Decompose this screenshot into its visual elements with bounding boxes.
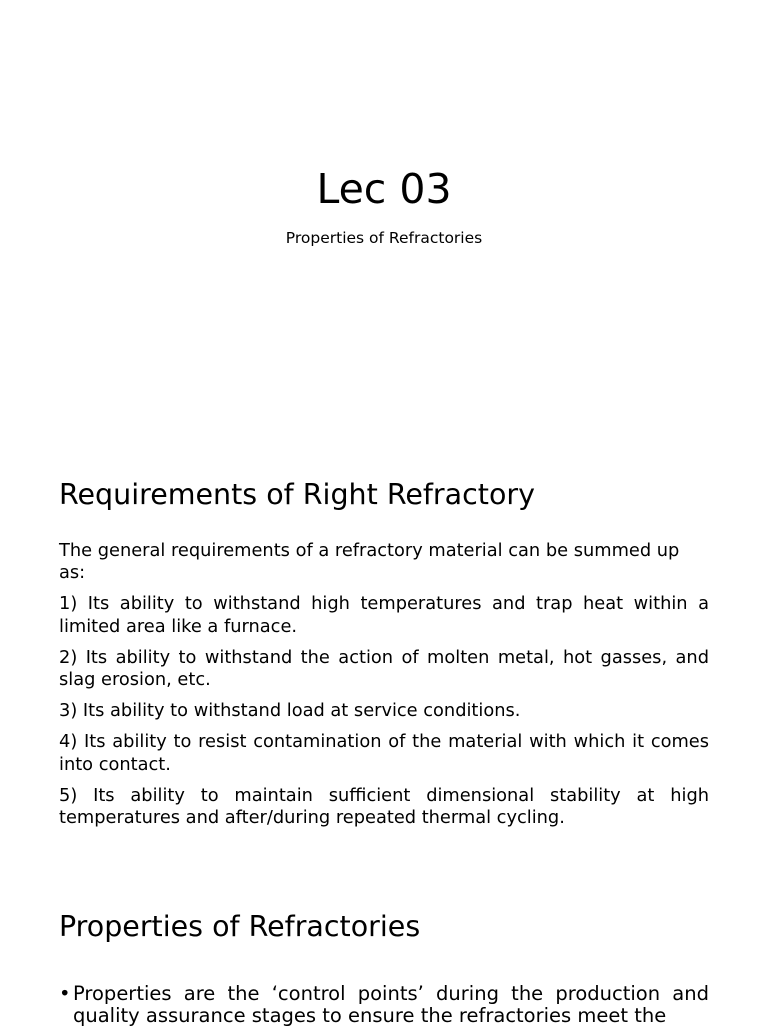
properties-bullet-list: [59, 983, 709, 1028]
requirement-item-4: 4) Its ability to resist contamination of the material with which it comes into contact.: [59, 731, 709, 775]
requirement-item-3: 3) Its ability to withstand load at service conditions.: [59, 700, 521, 722]
bullet-icon: •: [59, 982, 71, 1005]
slide-subtitle: Properties of Refractories: [285, 229, 483, 247]
requirement-item-2: 2) Its ability to withstand the action of molten metal, hot gasses, and slag erosion, etc.: [59, 646, 709, 691]
list-item: [59, 983, 709, 1028]
properties-heading: Properties of Refractories: [59, 910, 421, 943]
requirement-item-1: 1) Its ability to withstand high temperatures and trap heat within a limited area like a furnace.: [59, 593, 709, 637]
requirements-heading: Requirements of Right Refractory: [59, 478, 535, 511]
slide-title: Lec 03: [316, 165, 452, 213]
requirements-intro: The general requirements of a refractory material can be summed up as:: [59, 540, 680, 584]
requirements-body: [59, 540, 709, 838]
requirement-item-5: 5) Its ability to maintain sufficient dimensional stability at high temperatures and after/during repeated thermal cycling.: [59, 784, 709, 829]
properties-bullet-text: Properties are the ‘control points’ during the production and quality assurance stages to ensure the refractories meet the: [73, 982, 709, 1028]
